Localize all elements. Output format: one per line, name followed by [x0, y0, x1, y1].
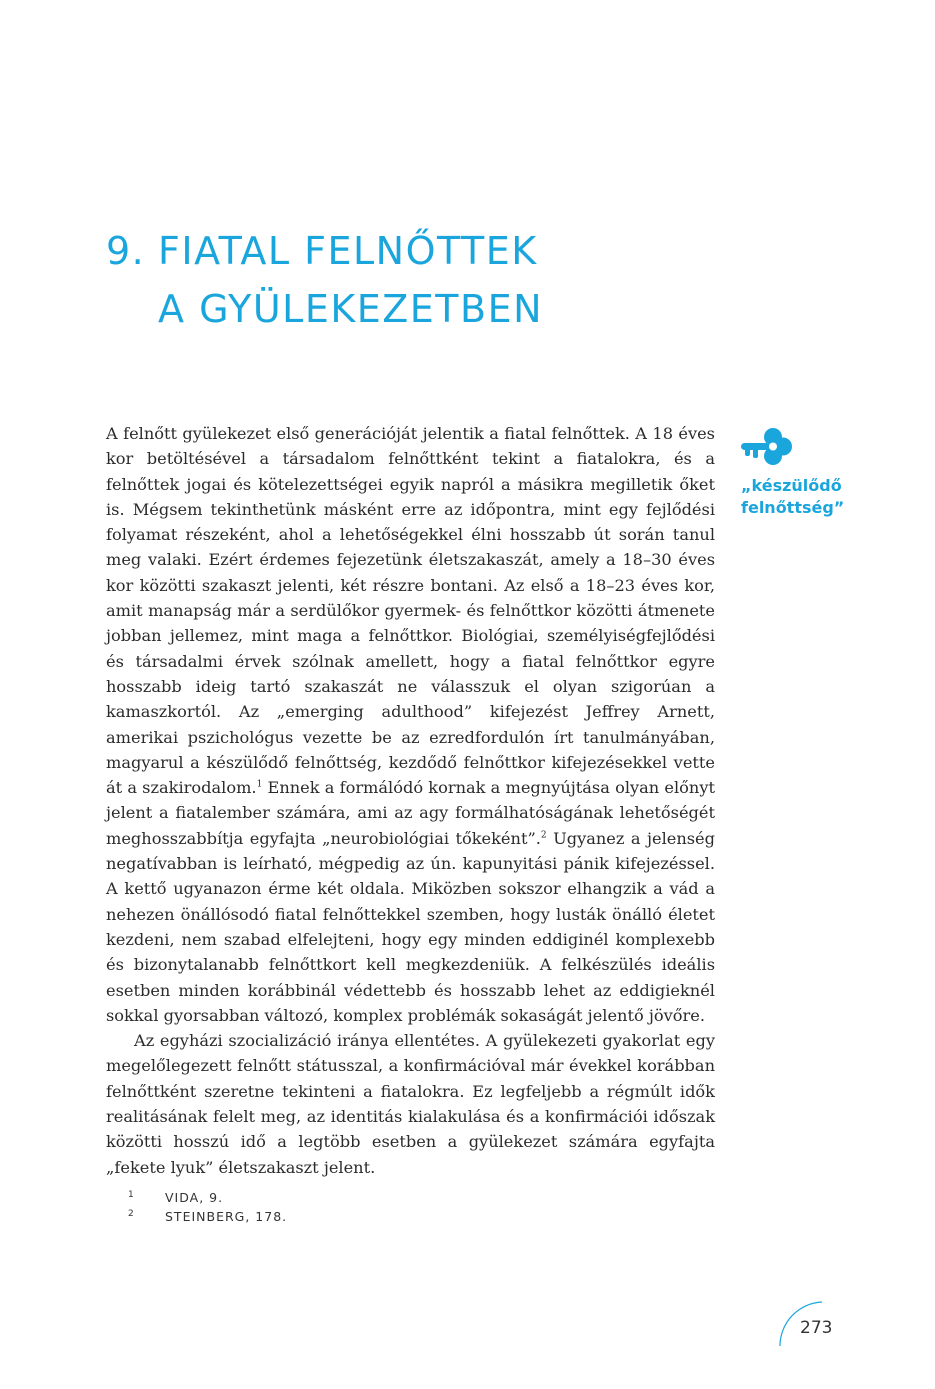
chapter-title-text-1: FIATAL FELNŐTTEK: [158, 229, 538, 273]
footnotes: [128, 1188, 287, 1226]
footnote-text: VIDA, 9.: [165, 1190, 224, 1205]
margin-note: [741, 427, 891, 519]
page-number: 273: [800, 1318, 833, 1338]
footnote-2: [128, 1207, 287, 1226]
paragraph-1-part-b: Ennek a formálódó kornak a megnyújtása olyan előnyt jelent a fiatalember számára, ami az agy formálhatóságának lehetőségét meghosszabbítja egyfajta „neurobiológiai tőkeként”.: [106, 778, 715, 848]
margin-note-text: [741, 475, 891, 519]
footnote-1: [128, 1188, 287, 1207]
chapter-title-line-2: [106, 280, 543, 338]
paragraph-2: Az egyházi szocializáció iránya ellentétes. A gyülekezeti gyakorlat egy megelőlegezett felnőtt státusszal, a konfirmációval már évekkel korábban felnőttként szeretne tekinteni a fiatalokra. Ez legfeljebb a régmúlt idők realitásának felelt meg, az identitás kialakulása és a konfirmációi időszak közötti hosszú idő a legtöbb esetben a gyülekezet számára egyfajta „fekete lyuk” életszakaszt jelent.: [106, 1031, 715, 1177]
chapter-title-text-2: A GYÜLEKEZETBEN: [158, 287, 544, 331]
footnote-ref-1[interactable]: 1: [256, 779, 263, 790]
footnote-number: 1: [128, 1190, 135, 1200]
paragraph-1-part-c: Ugyanez a jelenség negatívabban is leírható, mégpedig az ún. kapunyitási pánik kifejezéssel. A kettő ugyanazon érme két oldala. Miközben sokszor elhangzik a vád a nehezen önállósodó fiatal felnőttekkel szemben, hogy lusták önálló életet kezdeni, nem szabad elfelejteni, hogy egy minden eddiginél komplexebb és bizonytalanabb felnőttkort kell megkezdeniük. A felkészülés ideális esetben minden korábbinál védettebb és hosszabb lehet az eddigieknél sokkal gyorsabban változó, komplex problémák sokaságát jelentő jövőre.: [106, 828, 715, 1025]
margin-note-line-2: felnőttség”: [741, 498, 845, 517]
footnote-number: 2: [128, 1209, 135, 1219]
margin-note-line-1: „készülődő: [741, 476, 842, 495]
paragraph-1: [106, 421, 715, 1028]
body-text: [106, 421, 715, 1180]
chapter-title: [106, 222, 543, 338]
footnote-text: STEINBERG, 178.: [165, 1209, 288, 1224]
paragraph-1-part-a: A felnőtt gyülekezet első generációját jelentik a fiatal felnőttek. A 18 éves kor betöltésével a társadalom felnőttként tekint a fiatalokra, és a felnőttek jogai és kötelezettségei egyik napról a másikra megilletik őket is. Mégsem tekinthetünk másként erre az időpontra, mint egy fejlődési folyamat részeként, ahol a lehetőségekkel élni hosszabb út során tanul meg valaki. Ezért érdemes fejezetünk életszakaszát, amely a 18–30 éves kor közötti szakaszt jelenti, két részre bontani. Az első a 18–23 éves kor, amit manapság már a serdülőkor gyermek- és felnőttkor közötti átmenete jobban jellemez, mint maga a felnőttkor. Biológiai, személyiségfejlődési és társadalmi érvek szólnak amellett, hogy a fiatal felnőttkor egyre hosszabb ideig tartó szakaszát ne válasszuk el olyan szigorúan a kamaszkortól. Az „emerging adulthood” kifejezést Jeffrey Arnett, amerikai pszichológus vezette be az ezredfordulón írt tanulmányában, magyarul a készülődő felnőttség, kezdődő felnőttkor kifejezésekkel vette át a szakirodalom.: [106, 424, 715, 798]
chapter-title-line-1: [106, 222, 543, 280]
footnote-ref-2[interactable]: 2: [540, 830, 547, 841]
chapter-number: 9.: [106, 229, 146, 273]
key-icon: [741, 427, 793, 465]
